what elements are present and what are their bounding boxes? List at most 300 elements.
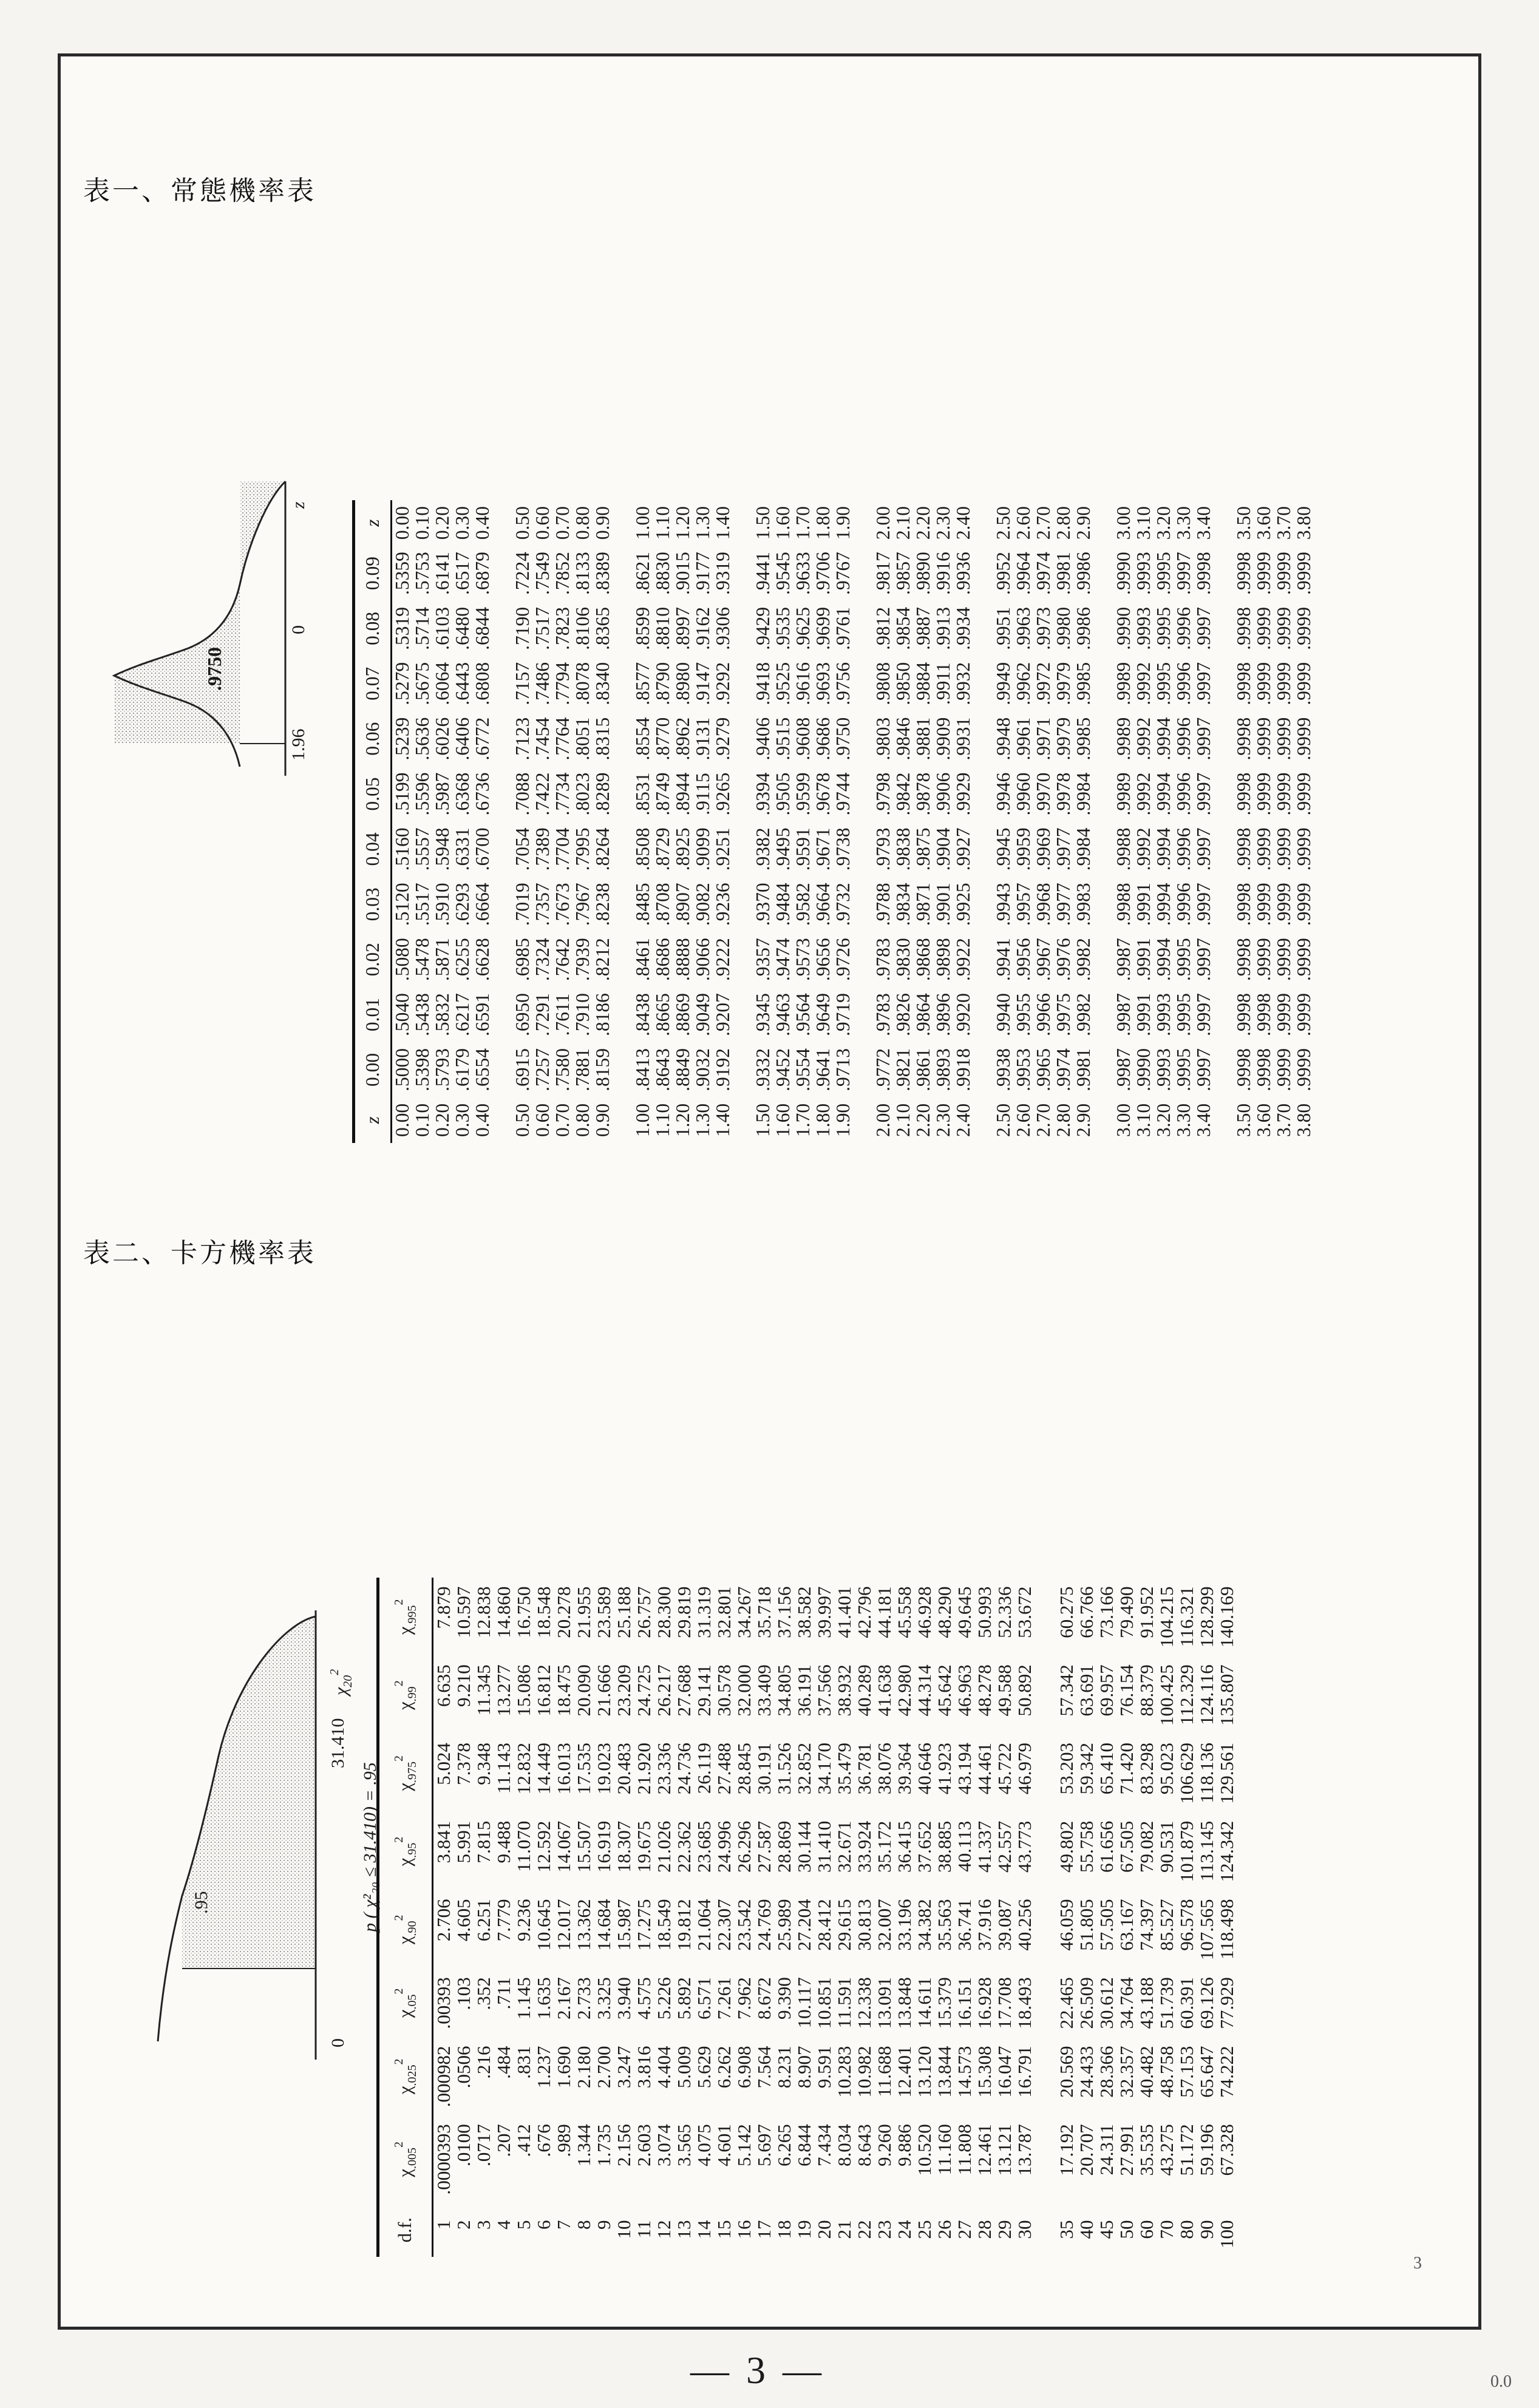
normal-cell: 1.50	[752, 1103, 773, 1137]
normal-cell: .8849	[671, 1048, 693, 1091]
chi-cell: 16.791	[1014, 2046, 1035, 2098]
chi-cell: 9.591	[814, 2046, 835, 2089]
normal-table-row	[1113, 500, 1133, 1143]
normal-cell: .9147	[691, 662, 713, 705]
chi-cell: 26.296	[733, 1820, 755, 1873]
normal-cell: .9999	[1272, 662, 1294, 705]
normal-cell: .7486	[531, 662, 553, 705]
chi-cell: 6.908	[733, 2046, 755, 2089]
normal-table-row	[1194, 500, 1214, 1143]
chi-table-row	[554, 1578, 574, 2257]
chi-df-cell: 35	[1056, 2220, 1077, 2239]
normal-cell: .9994	[1152, 827, 1174, 871]
normal-cell: 0.20	[431, 1103, 453, 1137]
chi-cell: 24.996	[713, 1820, 735, 1873]
normal-cell: .7517	[531, 607, 553, 650]
normal-cell: .9955	[1012, 993, 1034, 1036]
chi-cell: 10.851	[814, 1977, 835, 2029]
normal-cell: .9999	[1252, 552, 1274, 595]
normal-table-row	[773, 500, 793, 1143]
normal-cell: .9904	[932, 827, 954, 871]
chi-cell: 13.787	[1014, 2124, 1035, 2176]
normal-cell: .9945	[992, 827, 1014, 871]
chi-cell: 116.321	[1176, 1586, 1197, 1647]
chi-cell: 2.706	[433, 1899, 454, 1942]
normal-cell: .9993	[1132, 552, 1154, 595]
chi-df-cell: 70	[1156, 2220, 1177, 2239]
chi-cell: 20.707	[1076, 2124, 1097, 2176]
chi-cell: 55.758	[1076, 1820, 1097, 1873]
chi-cell: 6.265	[773, 2124, 795, 2166]
normal-cell: .6591	[471, 993, 493, 1036]
normal-cell: .9978	[1052, 772, 1074, 816]
normal-cell: .9319	[712, 552, 733, 595]
chi-cell: 2.700	[593, 2046, 614, 2089]
normal-cell: .9998	[1232, 772, 1254, 816]
normal-cell: .5832	[431, 993, 453, 1036]
chi-cell: 48.290	[934, 1586, 955, 1638]
normal-cell: .9992	[1132, 717, 1154, 761]
normal-col-header: 0.00	[354, 1042, 392, 1097]
normal-cell: .7673	[551, 883, 573, 926]
chi-col-header	[378, 1578, 433, 1657]
normal-cell: .9998	[1232, 717, 1254, 761]
normal-cell: .9999	[1293, 827, 1314, 871]
normal-cell: .6406	[451, 717, 473, 761]
normal-cell: .7054	[511, 827, 533, 871]
normal-cell: .9719	[832, 993, 854, 1036]
chi-df-cell: 2	[453, 2220, 474, 2230]
chi-cell: 34.382	[914, 1899, 935, 1951]
chi-cell: 71.420	[1116, 1743, 1137, 1795]
chi-cell: 34.805	[773, 1664, 795, 1717]
normal-cell: .8621	[631, 552, 653, 595]
chi-cell: 69.957	[1096, 1664, 1117, 1717]
normal-cell: .9995	[1172, 1048, 1194, 1091]
chi-cell: 34.764	[1116, 1977, 1137, 2029]
chi-header-sub: .95	[405, 1842, 419, 1858]
normal-cell: .9927	[952, 827, 974, 871]
chi-cell: .00393	[433, 1977, 454, 2029]
chi-df-cell: 13	[673, 2220, 695, 2239]
chi-cell: .216	[473, 2046, 494, 2079]
chi-table-row	[714, 1578, 734, 2257]
normal-cell: .9842	[892, 772, 914, 816]
chi-cell: 12.338	[854, 1977, 875, 2029]
normal-cell: .7157	[511, 662, 533, 705]
chi-df-cell: 3	[473, 2220, 494, 2230]
chi-cell: .831	[513, 2046, 534, 2079]
normal-cell: 2.50	[992, 506, 1014, 540]
normal-cell: .6293	[451, 883, 473, 926]
normal-cell: .7389	[531, 827, 553, 871]
normal-table-row	[1294, 500, 1314, 1143]
chi-df-cell: 22	[854, 2220, 875, 2239]
normal-cell: .9394	[752, 772, 773, 816]
chi-cell: 35.172	[874, 1820, 895, 1873]
normal-cell: .5040	[391, 993, 413, 1036]
normal-cell: .9911	[932, 662, 954, 705]
normal-cell: .7422	[531, 772, 553, 816]
chi-df-cell: 45	[1096, 2220, 1117, 2239]
chi-cell: 7.564	[753, 2046, 775, 2089]
chi-cell: 11.070	[513, 1820, 534, 1872]
normal-cell: .5675	[411, 662, 433, 705]
normal-cell: .9998	[1232, 552, 1254, 595]
normal-cell: .7224	[511, 552, 533, 595]
chi-cell: 77.929	[1216, 1977, 1237, 2029]
chi-cut-label: 31.410	[328, 1718, 348, 1768]
normal-cell: .8485	[631, 883, 653, 926]
chi-cell: 7.815	[473, 1820, 494, 1864]
chi-cell: 66.766	[1076, 1586, 1097, 1638]
chi-table-row	[494, 1578, 514, 2257]
normal-cell: .7704	[551, 827, 573, 871]
chi-cell: 40.256	[1014, 1899, 1035, 1951]
normal-cell: .9938	[992, 1048, 1014, 1091]
chi-table-row	[854, 1578, 874, 2257]
normal-cell: .9960	[1012, 772, 1034, 816]
normal-cell: 3.50	[1232, 506, 1254, 540]
chi-cell: 7.378	[453, 1743, 474, 1785]
normal-area-label: .9750	[203, 647, 225, 691]
normal-cell: .8023	[571, 772, 593, 816]
normal-cell: .8830	[651, 552, 673, 595]
chi-cell: 1.690	[553, 2046, 574, 2089]
chi-header-sup: 2	[392, 2142, 406, 2148]
chi-header-sup: 2	[392, 1988, 406, 1995]
chi-cell: 57.342	[1056, 1664, 1077, 1717]
normal-cell: .9452	[772, 1048, 793, 1091]
chi-cell: 20.090	[573, 1664, 594, 1717]
chi-cell: .0717	[473, 2124, 494, 2166]
chi-cell: .352	[473, 1977, 494, 2010]
normal-cell: .9997	[1192, 607, 1214, 650]
normal-cell: .9686	[812, 717, 834, 761]
normal-cell: .7549	[531, 552, 553, 595]
normal-cell: 0.00	[391, 1103, 413, 1137]
normal-group-gap	[973, 500, 993, 1143]
chi-table-row	[1197, 1578, 1217, 2257]
chi-cell: 1.735	[593, 2124, 614, 2166]
chi-cell: 23.336	[653, 1743, 674, 1795]
chi-cell: 5.024	[433, 1743, 454, 1785]
chi-cell: 24.311	[1096, 2124, 1117, 2176]
chi-cell: 53.672	[1014, 1586, 1035, 1638]
normal-cell: .9986	[1072, 607, 1094, 650]
chi-col-header	[378, 2038, 433, 2116]
normal-cell: .9750	[832, 717, 854, 761]
normal-cell: .9994	[1152, 938, 1174, 982]
normal-cell: .7939	[571, 938, 593, 982]
chi-cell: 69.126	[1196, 1977, 1217, 2029]
normal-cell: .5714	[411, 607, 433, 650]
chi-cell: 24.736	[673, 1743, 695, 1795]
chi-cell: 44.461	[974, 1743, 995, 1795]
normal-cell: 3.00	[1112, 506, 1134, 540]
chi-cell: 5.697	[753, 2124, 775, 2166]
normal-cell: .8315	[591, 717, 613, 761]
chi-zero-label: 0	[328, 2038, 348, 2047]
chi-cell: 2.603	[633, 2124, 654, 2166]
chi-cell: 27.587	[753, 1820, 775, 1873]
normal-cell: .9992	[1132, 827, 1154, 871]
normal-cell: .9934	[952, 607, 974, 650]
chi-cell: 53.203	[1056, 1743, 1077, 1795]
chi-cell: 12.017	[553, 1899, 574, 1951]
chi-cell: 65.647	[1196, 2046, 1217, 2098]
normal-cell: .8997	[671, 607, 693, 650]
chi-cell: 32.357	[1116, 2046, 1137, 2098]
normal-cell: .9591	[792, 827, 814, 871]
chi-cell: 74.222	[1216, 2046, 1237, 2098]
normal-cell: .8599	[631, 607, 653, 650]
chi-cell: 51.805	[1076, 1899, 1097, 1951]
chi-cell: 3.841	[433, 1820, 454, 1864]
normal-table-row	[793, 500, 813, 1143]
normal-cell: .9474	[772, 938, 793, 982]
chi-header-base: χ	[393, 1857, 415, 1867]
chi-cell: 1.344	[573, 2124, 594, 2166]
normal-table-row	[1073, 500, 1093, 1143]
normal-cell: 0.30	[451, 1103, 473, 1137]
normal-cell: .9941	[992, 938, 1014, 982]
normal-cell: .9838	[892, 827, 914, 871]
normal-cell: .9793	[872, 827, 894, 871]
normal-cell: .9990	[1112, 552, 1134, 595]
chi-cell: 46.928	[914, 1586, 935, 1638]
normal-cell: .9989	[1112, 662, 1134, 705]
chi-cell: 7.962	[733, 1977, 755, 2020]
normal-cell: 3.60	[1252, 1103, 1274, 1137]
normal-cell: 3.00	[1112, 1103, 1134, 1137]
normal-cell: .8106	[571, 607, 593, 650]
chi-cell: 12.461	[974, 2124, 995, 2176]
normal-cell: .9970	[1032, 772, 1054, 816]
chi-cell: 16.919	[593, 1820, 614, 1873]
normal-cell: .6628	[471, 938, 493, 982]
chi-cell: 73.166	[1096, 1586, 1117, 1638]
normal-cell: .5753	[411, 552, 433, 595]
normal-table-row	[933, 500, 953, 1143]
normal-cut-label: 1.96	[288, 728, 308, 761]
chi-df-cell: 50	[1116, 2220, 1137, 2239]
chi-table-row	[534, 1578, 554, 2257]
chi-cell: 51.172	[1176, 2124, 1197, 2176]
chi-df-cell: 80	[1176, 2220, 1197, 2239]
chi-cell: 5.226	[653, 1977, 674, 2020]
normal-cell: .9898	[932, 938, 954, 982]
normal-cell: .9994	[1152, 717, 1174, 761]
normal-cell: .9803	[872, 717, 894, 761]
normal-cell: .9998	[1192, 552, 1214, 595]
normal-cell: .9713	[832, 1048, 854, 1091]
chi-cell: 9.348	[473, 1743, 494, 1785]
chi-header-sub: .90	[405, 1921, 419, 1936]
normal-cell: .9641	[812, 1048, 834, 1091]
chi-cell: 24.725	[633, 1664, 654, 1717]
chi-cell: 118.498	[1216, 1899, 1237, 1960]
normal-cell: .8729	[651, 827, 673, 871]
chi-cell: 1.635	[533, 1977, 554, 2020]
chi-cell: 46.963	[954, 1664, 975, 1717]
chi-cell: 38.932	[834, 1664, 855, 1717]
chi-cell: 52.336	[994, 1586, 1015, 1638]
normal-col-header: 0.06	[354, 711, 392, 767]
normal-cell: .9979	[1052, 717, 1074, 761]
normal-cell: .9989	[1112, 717, 1134, 761]
chi-cell: 8.672	[753, 1977, 775, 2020]
normal-cell: 0.90	[591, 506, 613, 540]
chi-cell: 8.907	[793, 2046, 815, 2089]
normal-cell: .9441	[752, 552, 773, 595]
normal-table-row	[873, 500, 893, 1143]
normal-cell: 1.60	[772, 506, 793, 540]
normal-cell: .9971	[1032, 717, 1054, 761]
chi-col-header	[378, 1656, 433, 1734]
chi-cell: 85.527	[1156, 1899, 1177, 1951]
chi-axis-sup: 2	[328, 1669, 341, 1675]
chi-cell: 11.591	[834, 1977, 855, 2029]
normal-cell: .9875	[912, 827, 934, 871]
chi-cell: 7.261	[713, 1977, 735, 2020]
chi-table-row	[594, 1578, 614, 2257]
chi-df-cell: 1	[433, 2220, 454, 2230]
chi-col-header	[378, 2203, 433, 2257]
normal-cell: .8869	[671, 993, 693, 1036]
normal-cell: .9997	[1192, 772, 1214, 816]
normal-cell: .9998	[1252, 993, 1274, 1036]
chi-cell: 101.879	[1176, 1820, 1197, 1882]
chi-cell: .0506	[453, 2046, 474, 2089]
normal-cell: .6736	[471, 772, 493, 816]
chi-header-sub: .05	[405, 1994, 419, 2010]
chi-cell: 26.217	[653, 1664, 674, 1717]
normal-table-row	[1234, 500, 1254, 1143]
chi-cell: 16.151	[954, 1977, 975, 2029]
chi-cell: 50.892	[1014, 1664, 1035, 1717]
chi-table-row	[1056, 1578, 1076, 2257]
normal-cell: .9999	[1272, 883, 1294, 926]
chi-cell: 36.415	[894, 1820, 915, 1873]
chi-table-row	[1136, 1578, 1157, 2257]
normal-col-header: z	[354, 500, 392, 546]
normal-cell: .9032	[691, 1048, 713, 1091]
normal-cell: .9997	[1192, 1048, 1214, 1091]
chi-cell: 18.548	[533, 1586, 554, 1638]
chi-cell: 49.588	[994, 1664, 1015, 1717]
chi-cell: 15.987	[613, 1899, 634, 1951]
normal-cell: .9999	[1293, 883, 1314, 926]
normal-cell: 1.10	[651, 506, 673, 540]
normal-cell: .9999	[1252, 717, 1274, 761]
chi-cell: 5.009	[673, 2046, 695, 2089]
chi-cell: 67.505	[1116, 1820, 1137, 1873]
normal-cell: .9993	[1152, 993, 1174, 1036]
chi-table-row	[614, 1578, 634, 2257]
chi-df-cell: 18	[773, 2220, 795, 2239]
chi-cell: 118.136	[1196, 1743, 1217, 1803]
normal-cell: .9382	[752, 827, 773, 871]
chi-cell: 60.391	[1176, 1977, 1197, 2029]
chi-cell: 59.196	[1196, 2124, 1217, 2176]
normal-cell: .9998	[1232, 662, 1254, 705]
normal-cell: .9846	[892, 717, 914, 761]
normal-cell: 0.70	[551, 506, 573, 540]
normal-cell: .8389	[591, 552, 613, 595]
normal-cell: 1.60	[772, 1103, 793, 1137]
chi-cell: 7.879	[433, 1586, 454, 1629]
chi-table-row	[694, 1578, 714, 2257]
normal-cell: .6331	[451, 827, 473, 871]
chi-df-cell: 7	[553, 2220, 574, 2230]
normal-cell: .5160	[391, 827, 413, 871]
normal-cell: .5948	[431, 827, 453, 871]
chi-area-label: .95	[191, 1891, 211, 1914]
normal-table-heading: 表一、常態機率表	[83, 175, 316, 206]
chi-cell: 27.688	[673, 1664, 695, 1717]
chi-cell: 27.204	[793, 1899, 815, 1951]
chi-cell: 28.412	[814, 1899, 835, 1951]
normal-table-row	[572, 500, 593, 1143]
normal-cell: .8980	[671, 662, 693, 705]
chi-cell: 19.023	[593, 1743, 614, 1795]
chi-cell: 40.482	[1136, 2046, 1157, 2098]
normal-cell: 1.80	[812, 1103, 834, 1137]
chi-cell: 18.549	[653, 1899, 674, 1951]
normal-cell: .9808	[872, 662, 894, 705]
normal-cell: .9884	[912, 662, 934, 705]
chi-cell: 74.397	[1136, 1899, 1157, 1951]
normal-cell: 0.80	[571, 506, 593, 540]
chi-table-row	[794, 1578, 814, 2257]
chi-cell: 11.345	[473, 1664, 494, 1716]
normal-table-row	[813, 500, 833, 1143]
normal-cell: .9332	[752, 1048, 773, 1091]
normal-cell: 2.80	[1052, 1103, 1074, 1137]
chi-cell: 31.526	[773, 1743, 795, 1795]
chi-cell: 37.566	[814, 1664, 835, 1717]
chi-cell: 40.289	[854, 1664, 875, 1717]
normal-cell: .9995	[1172, 938, 1194, 982]
normal-cell: .9995	[1152, 662, 1174, 705]
chi-cell: 28.366	[1096, 2046, 1117, 2098]
chi-cell: 37.156	[773, 1586, 795, 1638]
normal-cell: 0.40	[471, 506, 493, 540]
chi-cell: 135.807	[1216, 1664, 1237, 1726]
normal-cell: .8770	[651, 717, 673, 761]
chi-cell: 33.409	[753, 1664, 775, 1717]
normal-cell: .9738	[832, 827, 854, 871]
normal-cell: 3.60	[1252, 506, 1274, 540]
normal-cell: .9871	[912, 883, 934, 926]
normal-cell: .9554	[792, 1048, 814, 1091]
page-number: — 3 —	[690, 2349, 825, 2392]
normal-cell: .9943	[992, 883, 1014, 926]
normal-cell: .9732	[832, 883, 854, 926]
chi-cell: 5.142	[733, 2124, 755, 2166]
chi-cell: 21.064	[693, 1899, 715, 1951]
normal-table-row	[1254, 500, 1274, 1143]
normal-cell: .9495	[772, 827, 793, 871]
normal-cell: .8461	[631, 938, 653, 982]
normal-cell: .8554	[631, 717, 653, 761]
chi-cell: 42.557	[994, 1820, 1015, 1873]
normal-cell: .9962	[1012, 662, 1034, 705]
chi-cell: 3.565	[673, 2124, 695, 2166]
normal-cell: .9505	[772, 772, 793, 816]
normal-cell: .8438	[631, 993, 653, 1036]
